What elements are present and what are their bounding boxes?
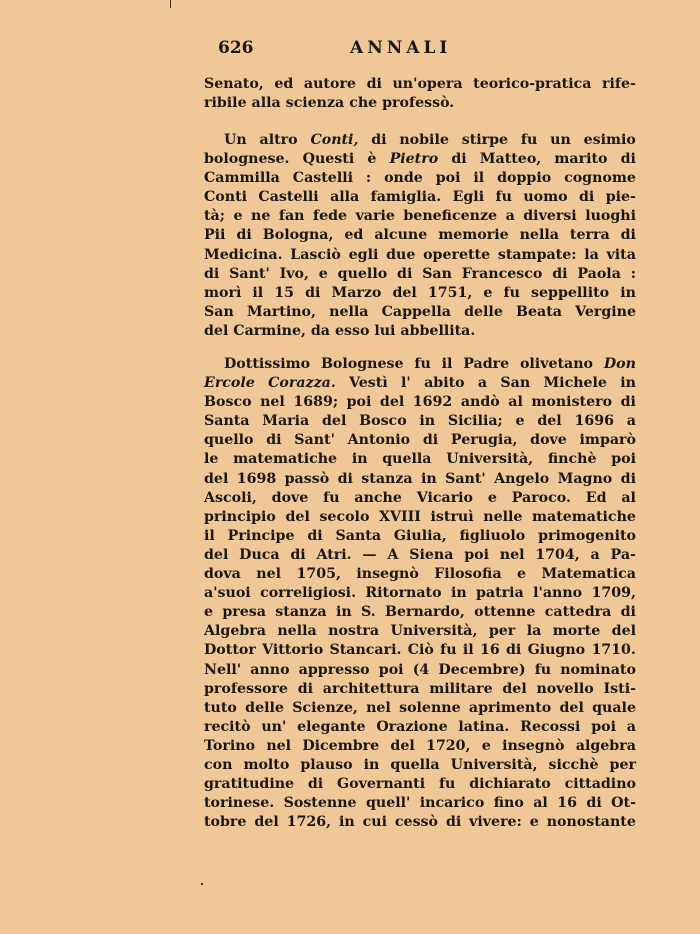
text-line: Senato, ed autore di un'opera teorico-pratica rife- (204, 76, 636, 92)
text-line: di Sant' Ivo, e quello di San Francesco di Paola : (204, 265, 636, 282)
text-line: Torino nel Dicembre del 1720, e insegnò algebra (204, 737, 636, 754)
text-line: tà; e ne fan fede varie beneficenze a diversi luoghi (204, 208, 636, 225)
text-line: Dottor Vittorio Stancari. Ciò fu il 16 di Giugno 1710. (204, 642, 636, 659)
text-line: Nell' anno appresso poi (4 Decembre) fu nominato (204, 661, 636, 678)
text-line: tuto delle Scienze, nel solenne aprimento del quale (204, 699, 636, 716)
text-line: Un altro Conti, di nobile stirpe fu un esimio (224, 132, 636, 148)
text-line: Pii di Bologna, ed alcune memorie nella terra di (204, 227, 636, 244)
text-line: del Duca di Atri. — A Siena poi nel 1704, a Pa- (204, 546, 636, 563)
text-line: Cammilla Castelli : onde poi il doppio cognome (204, 170, 636, 187)
text-line: Medicina. Lasciò egli due operette stampate: la vita (204, 246, 636, 263)
text-line: e presa stanza in S. Bernardo, ottenne cattedra di (204, 604, 636, 621)
text-line: a'suoi correligiosi. Ritornato in patria l'anno 1709, (204, 585, 636, 602)
text-line: bolognese. Questi è Pietro di Matteo, marito di (204, 151, 636, 168)
text-line: morì il 15 di Marzo del 1751, e fu seppellito in (204, 284, 636, 301)
text-line: con molto plauso in quella Università, sicchè per (204, 756, 636, 773)
text-line: il Principe di Santa Giulia, figliuolo primogenito (204, 527, 636, 544)
running-title: ANNALI (350, 38, 452, 58)
text-line: quello di Sant' Antonio di Perugia, dove imparò (204, 432, 636, 449)
text-line: tobre del 1726, in cui cessò di vivere: e nonostante (204, 814, 636, 831)
ink-speck (170, 0, 171, 8)
text-line: dova nel 1705, insegnò Filosofia e Matematica (204, 566, 636, 583)
page-header (218, 38, 638, 62)
text-line: torinese. Sostenne quell' incarico fino al 16 di Ot- (204, 795, 636, 812)
text-line: Dottissimo Bolognese fu il Padre olivetano Don (224, 356, 636, 372)
text-line: Algebra nella nostra Università, per la morte del (204, 623, 636, 640)
text-line: gratitudine di Governanti fu dichiarato cittadino (204, 776, 636, 793)
text-line: le matematiche in quella Università, finchè poi (204, 451, 636, 468)
page-number: 626 (218, 38, 254, 58)
text-line: Bosco nel 1689; poi del 1692 andò al monistero di (204, 394, 636, 411)
text-line: Santa Maria del Bosco in Sicilia; e del 1696 a (204, 413, 636, 430)
text-line: Conti Castelli alla famiglia. Egli fu uomo di pie- (204, 189, 636, 206)
text-line: recitò un' elegante Orazione latina. Recossi poi a (204, 718, 636, 735)
ink-speck (201, 883, 203, 885)
text-line: professore di architettura militare del novello Isti- (204, 680, 636, 697)
text-line: ribile alla scienza che professò. (204, 95, 455, 112)
text-line: principio del secolo XVIII istruì nelle matematiche (204, 508, 636, 525)
text-line: Ascoli, dove fu anche Vicario e Paroco. Ed al (204, 489, 636, 506)
paragraph-1 (204, 75, 636, 113)
paragraph-2 (204, 131, 636, 341)
text-line: del Carmine, da esso lui abbellita. (204, 322, 476, 339)
text-line: San Martino, nella Cappella delle Beata Vergine (204, 303, 636, 320)
paragraph-3 (204, 355, 636, 832)
text-line: Ercole Corazza. Vestì l' abito a San Michele in (204, 375, 636, 392)
text-line: del 1698 passò di stanza in Sant' Angelo Magno di (204, 470, 636, 487)
